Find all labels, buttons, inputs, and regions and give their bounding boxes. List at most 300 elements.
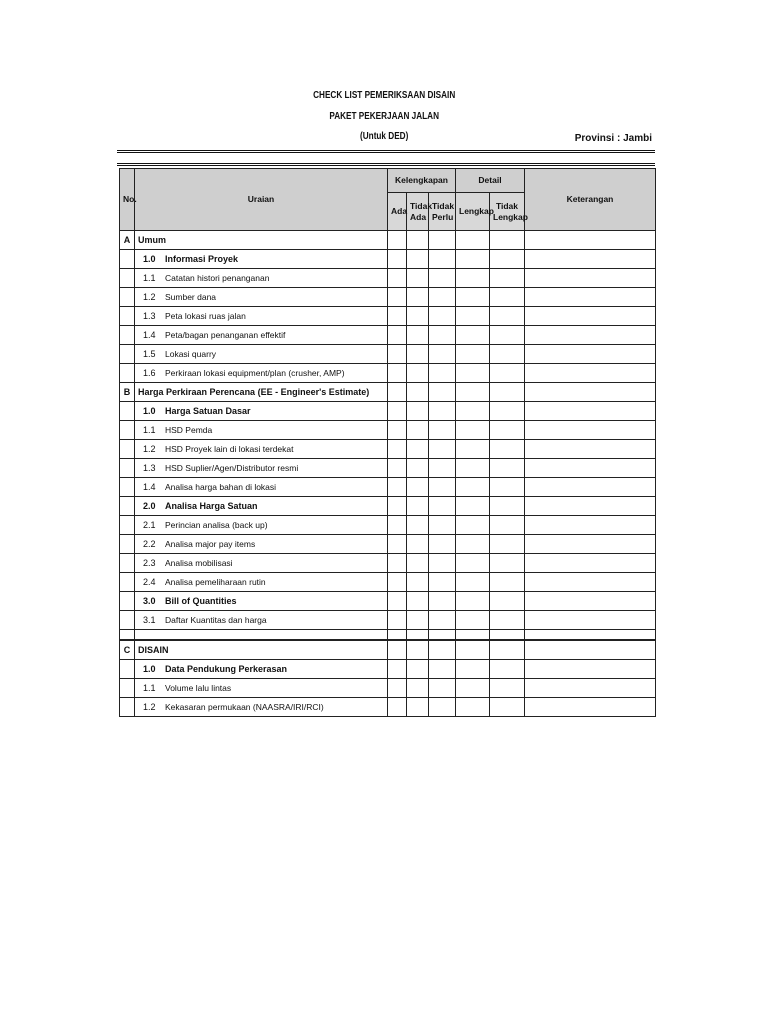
check-tidak-lengkap[interactable] bbox=[490, 364, 525, 383]
row-text: Perincian analisa (back up) bbox=[165, 520, 268, 530]
row-text: Informasi Proyek bbox=[165, 254, 239, 264]
check-tidak-perlu[interactable] bbox=[429, 592, 456, 611]
check-ada[interactable] bbox=[388, 364, 407, 383]
check-tidak-perlu[interactable] bbox=[429, 573, 456, 592]
check-tidak-perlu[interactable] bbox=[429, 364, 456, 383]
check-tidak-ada[interactable] bbox=[407, 478, 429, 497]
check-tidak-perlu[interactable] bbox=[429, 698, 456, 717]
check-ada[interactable] bbox=[388, 679, 407, 698]
table-row bbox=[120, 383, 656, 402]
row-description bbox=[135, 679, 388, 698]
row-section-letter bbox=[120, 364, 135, 383]
row-description bbox=[135, 698, 388, 717]
row-text: Analisa harga bahan di lokasi bbox=[165, 482, 277, 492]
row-description bbox=[135, 307, 388, 326]
row-description bbox=[135, 421, 388, 440]
check-tidak-perlu[interactable] bbox=[429, 440, 456, 459]
row-description bbox=[135, 478, 388, 497]
check-tidak-lengkap[interactable] bbox=[490, 592, 525, 611]
row-text: Harga Satuan Dasar bbox=[165, 406, 251, 416]
row-text: Analisa mobilisasi bbox=[165, 558, 233, 568]
check-tidak-lengkap[interactable] bbox=[490, 288, 525, 307]
keterangan-cell[interactable] bbox=[525, 288, 656, 307]
check-tidak-ada[interactable] bbox=[407, 421, 429, 440]
keterangan-cell[interactable] bbox=[525, 440, 656, 459]
check-tidak-perlu[interactable] bbox=[429, 554, 456, 573]
checklist-table bbox=[119, 168, 656, 717]
row-number: 1.0 bbox=[143, 406, 156, 416]
check-tidak-lengkap[interactable] bbox=[490, 660, 525, 679]
check-ada[interactable] bbox=[388, 421, 407, 440]
keterangan-cell[interactable] bbox=[525, 421, 656, 440]
check-lengkap[interactable] bbox=[456, 535, 490, 554]
row-text: Volume lalu lintas bbox=[165, 683, 232, 693]
check-lengkap[interactable] bbox=[456, 288, 490, 307]
check-tidak-perlu[interactable] bbox=[429, 402, 456, 421]
check-tidak-ada[interactable] bbox=[407, 307, 429, 326]
table-row bbox=[120, 573, 656, 592]
row-section-letter bbox=[120, 497, 135, 516]
checklist-body bbox=[120, 231, 656, 717]
row-text: Bill of Quantities bbox=[165, 596, 237, 606]
check-ada[interactable] bbox=[388, 250, 407, 269]
check-ada[interactable] bbox=[388, 307, 407, 326]
check-lengkap[interactable] bbox=[456, 250, 490, 269]
row-text: Kekasaran permukaan (NAASRA/IRI/RCI) bbox=[165, 702, 324, 712]
row-description bbox=[135, 611, 388, 630]
row-section-letter bbox=[120, 440, 135, 459]
row-text: Peta lokasi ruas jalan bbox=[165, 311, 246, 321]
check-ada[interactable] bbox=[388, 640, 407, 660]
check-tidak-lengkap[interactable] bbox=[490, 554, 525, 573]
check-ada[interactable] bbox=[388, 497, 407, 516]
col-detail: Detail bbox=[456, 169, 525, 193]
row-description bbox=[135, 459, 388, 478]
row-description bbox=[135, 288, 388, 307]
table-row bbox=[120, 440, 656, 459]
row-section-letter bbox=[120, 326, 135, 345]
check-tidak-lengkap[interactable] bbox=[490, 478, 525, 497]
check-tidak-lengkap[interactable] bbox=[490, 640, 525, 660]
check-ada[interactable] bbox=[388, 630, 407, 641]
row-text: Sumber dana bbox=[165, 292, 217, 302]
row-text: Analisa major pay items bbox=[165, 539, 256, 549]
row-section-letter bbox=[120, 535, 135, 554]
check-tidak-perlu[interactable] bbox=[429, 611, 456, 630]
col-tidak-perlu-line1: Tidak bbox=[432, 200, 455, 211]
check-ada[interactable] bbox=[388, 383, 407, 402]
check-tidak-lengkap[interactable] bbox=[490, 459, 525, 478]
keterangan-cell[interactable] bbox=[525, 640, 656, 660]
row-section-letter bbox=[120, 573, 135, 592]
keterangan-cell[interactable] bbox=[525, 630, 656, 641]
row-text: Harga Perkiraan Perencana (EE - Engineer's Estimate) bbox=[138, 387, 370, 397]
document-subtitle-ded: (Untuk DED) bbox=[360, 131, 409, 142]
check-lengkap[interactable] bbox=[456, 640, 490, 660]
check-tidak-lengkap[interactable] bbox=[490, 269, 525, 288]
check-tidak-lengkap[interactable] bbox=[490, 345, 525, 364]
row-number: 1.1 bbox=[143, 425, 156, 435]
keterangan-cell[interactable] bbox=[525, 660, 656, 679]
keterangan-cell[interactable] bbox=[525, 383, 656, 402]
keterangan-cell[interactable] bbox=[525, 516, 656, 535]
row-section-letter bbox=[120, 269, 135, 288]
row-text: DISAIN bbox=[138, 645, 169, 655]
col-no: No. bbox=[120, 169, 135, 231]
row-description bbox=[135, 630, 388, 641]
check-lengkap[interactable] bbox=[456, 554, 490, 573]
check-ada[interactable] bbox=[388, 573, 407, 592]
row-description bbox=[135, 516, 388, 535]
check-tidak-lengkap[interactable] bbox=[490, 497, 525, 516]
row-description bbox=[135, 383, 388, 402]
check-ada[interactable] bbox=[388, 698, 407, 717]
check-tidak-ada[interactable] bbox=[407, 535, 429, 554]
check-tidak-ada[interactable] bbox=[407, 345, 429, 364]
table-row bbox=[120, 660, 656, 679]
check-ada[interactable] bbox=[388, 592, 407, 611]
check-lengkap[interactable] bbox=[456, 630, 490, 641]
keterangan-cell[interactable] bbox=[525, 326, 656, 345]
check-tidak-perlu[interactable] bbox=[429, 250, 456, 269]
check-tidak-lengkap[interactable] bbox=[490, 383, 525, 402]
table-row bbox=[120, 288, 656, 307]
row-text: Peta/bagan penanganan effektif bbox=[165, 330, 286, 340]
table-row bbox=[120, 630, 656, 641]
check-tidak-perlu[interactable] bbox=[429, 269, 456, 288]
row-text: Lokasi quarry bbox=[165, 349, 217, 359]
row-section-letter bbox=[120, 679, 135, 698]
check-tidak-ada[interactable] bbox=[407, 326, 429, 345]
row-description bbox=[135, 402, 388, 421]
row-description bbox=[135, 573, 388, 592]
check-lengkap[interactable] bbox=[456, 326, 490, 345]
col-tidak-ada bbox=[407, 193, 433, 231]
col-tidak-lengkap bbox=[490, 193, 528, 231]
table-row bbox=[120, 592, 656, 611]
row-description bbox=[135, 535, 388, 554]
check-tidak-perlu[interactable] bbox=[429, 478, 456, 497]
row-number: 1.0 bbox=[143, 254, 156, 264]
row-number: 1.2 bbox=[143, 444, 156, 454]
keterangan-cell[interactable] bbox=[525, 554, 656, 573]
check-ada[interactable] bbox=[388, 660, 407, 679]
row-number: 3.0 bbox=[143, 596, 156, 606]
table-row bbox=[120, 459, 656, 478]
table-row bbox=[120, 554, 656, 573]
col-uraian: Uraian bbox=[135, 169, 388, 231]
col-tidak-lengkap-line2: Lengkap bbox=[493, 211, 528, 222]
row-section-letter bbox=[120, 660, 135, 679]
check-tidak-perlu[interactable] bbox=[429, 679, 456, 698]
row-number: 1.4 bbox=[143, 482, 156, 492]
check-tidak-ada[interactable] bbox=[407, 630, 429, 641]
check-ada[interactable] bbox=[388, 611, 407, 630]
col-tidak-lengkap-line1: Tidak bbox=[495, 200, 519, 211]
check-tidak-perlu[interactable] bbox=[429, 459, 456, 478]
check-ada[interactable] bbox=[388, 269, 407, 288]
table-row bbox=[120, 698, 656, 717]
row-section-letter bbox=[120, 592, 135, 611]
row-number: 1.3 bbox=[143, 463, 156, 473]
row-section-letter bbox=[120, 402, 135, 421]
check-lengkap[interactable] bbox=[456, 698, 490, 717]
table-row bbox=[120, 307, 656, 326]
keterangan-cell[interactable] bbox=[525, 364, 656, 383]
row-section-letter bbox=[120, 611, 135, 630]
check-tidak-perlu[interactable] bbox=[429, 288, 456, 307]
table-row bbox=[120, 478, 656, 497]
check-tidak-perlu[interactable] bbox=[429, 421, 456, 440]
row-text: Catatan histori penanganan bbox=[165, 273, 270, 283]
document-title: CHECK LIST PEMERIKSAAN DISAIN bbox=[313, 90, 456, 101]
check-tidak-lengkap[interactable] bbox=[490, 440, 525, 459]
row-text: HSD Proyek lain di lokasi terdekat bbox=[165, 444, 294, 454]
table-row bbox=[120, 535, 656, 554]
row-description bbox=[135, 250, 388, 269]
keterangan-cell[interactable] bbox=[525, 478, 656, 497]
table-row bbox=[120, 611, 656, 630]
table-row bbox=[120, 269, 656, 288]
row-section-letter: A bbox=[120, 231, 135, 250]
row-number: 1.1 bbox=[143, 273, 156, 283]
check-tidak-lengkap[interactable] bbox=[490, 231, 525, 250]
check-tidak-perlu[interactable] bbox=[429, 326, 456, 345]
row-number: 2.3 bbox=[143, 558, 156, 568]
keterangan-cell[interactable] bbox=[525, 231, 656, 250]
check-ada[interactable] bbox=[388, 554, 407, 573]
check-ada[interactable] bbox=[388, 440, 407, 459]
keterangan-cell[interactable] bbox=[525, 459, 656, 478]
row-section-letter bbox=[120, 307, 135, 326]
check-tidak-lengkap[interactable] bbox=[490, 402, 525, 421]
check-tidak-ada[interactable] bbox=[407, 364, 429, 383]
check-lengkap[interactable] bbox=[456, 307, 490, 326]
check-tidak-lengkap[interactable] bbox=[490, 326, 525, 345]
check-lengkap[interactable] bbox=[456, 660, 490, 679]
row-description bbox=[135, 592, 388, 611]
check-tidak-ada[interactable] bbox=[407, 611, 429, 630]
check-tidak-ada[interactable] bbox=[407, 516, 429, 535]
table-row bbox=[120, 516, 656, 535]
col-lengkap: Lengkap bbox=[456, 193, 490, 231]
check-tidak-perlu[interactable] bbox=[429, 307, 456, 326]
row-number: 2.4 bbox=[143, 577, 156, 587]
row-number: 2.2 bbox=[143, 539, 156, 549]
row-description bbox=[135, 440, 388, 459]
check-tidak-perlu[interactable] bbox=[429, 231, 456, 250]
row-text: HSD Suplier/Agen/Distributor resmi bbox=[165, 463, 299, 473]
check-tidak-lengkap[interactable] bbox=[490, 611, 525, 630]
check-lengkap[interactable] bbox=[456, 459, 490, 478]
check-tidak-lengkap[interactable] bbox=[490, 421, 525, 440]
row-description bbox=[135, 660, 388, 679]
row-section-letter bbox=[120, 478, 135, 497]
document-subtitle: PAKET PEKERJAAN JALAN bbox=[329, 111, 440, 122]
row-section-letter bbox=[120, 345, 135, 364]
row-text: Daftar Kuantitas dan harga bbox=[165, 615, 267, 625]
row-section-letter bbox=[120, 554, 135, 573]
row-section-letter bbox=[120, 516, 135, 535]
row-number: 3.1 bbox=[143, 615, 156, 625]
table-row bbox=[120, 345, 656, 364]
row-description bbox=[135, 231, 388, 250]
check-lengkap[interactable] bbox=[456, 592, 490, 611]
col-tidak-ada-line1: Tidak bbox=[410, 200, 433, 211]
check-lengkap[interactable] bbox=[456, 573, 490, 592]
col-ada: Ada bbox=[388, 193, 407, 231]
row-section-letter bbox=[120, 250, 135, 269]
table-row bbox=[120, 497, 656, 516]
check-ada[interactable] bbox=[388, 345, 407, 364]
check-tidak-perlu[interactable] bbox=[429, 630, 456, 641]
col-tidak-perlu bbox=[429, 193, 456, 231]
check-ada[interactable] bbox=[388, 402, 407, 421]
check-tidak-perlu[interactable] bbox=[429, 535, 456, 554]
keterangan-cell[interactable] bbox=[525, 679, 656, 698]
row-number: 1.5 bbox=[143, 349, 156, 359]
check-tidak-ada[interactable] bbox=[407, 440, 429, 459]
row-text: Perkiraan lokasi equipment/plan (crusher, AMP) bbox=[165, 368, 345, 378]
double-rule-top bbox=[117, 150, 655, 153]
keterangan-cell[interactable] bbox=[525, 573, 656, 592]
row-number: 1.2 bbox=[143, 292, 156, 302]
keterangan-cell[interactable] bbox=[525, 345, 656, 364]
check-tidak-ada[interactable] bbox=[407, 698, 429, 717]
check-lengkap[interactable] bbox=[456, 345, 490, 364]
double-rule-under bbox=[117, 163, 655, 166]
check-ada[interactable] bbox=[388, 326, 407, 345]
check-lengkap[interactable] bbox=[456, 421, 490, 440]
check-tidak-perlu[interactable] bbox=[429, 383, 456, 402]
table-row bbox=[120, 679, 656, 698]
table-row bbox=[120, 250, 656, 269]
col-tidak-ada-line2: Ada bbox=[410, 211, 427, 222]
check-ada[interactable] bbox=[388, 231, 407, 250]
check-tidak-lengkap[interactable] bbox=[490, 698, 525, 717]
row-description bbox=[135, 326, 388, 345]
check-lengkap[interactable] bbox=[456, 516, 490, 535]
check-tidak-ada[interactable] bbox=[407, 573, 429, 592]
province-label: Provinsi : Jambi bbox=[574, 133, 652, 144]
col-kelengkapan: Kelengkapan bbox=[388, 169, 456, 193]
check-tidak-lengkap[interactable] bbox=[490, 307, 525, 326]
col-keterangan: Keterangan bbox=[525, 169, 656, 231]
check-tidak-ada[interactable] bbox=[407, 660, 429, 679]
row-description bbox=[135, 497, 388, 516]
row-description bbox=[135, 269, 388, 288]
row-description bbox=[135, 640, 388, 660]
check-tidak-perlu[interactable] bbox=[429, 516, 456, 535]
check-tidak-lengkap[interactable] bbox=[490, 630, 525, 641]
check-lengkap[interactable] bbox=[456, 679, 490, 698]
table-row bbox=[120, 231, 656, 250]
check-lengkap[interactable] bbox=[456, 478, 490, 497]
keterangan-cell[interactable] bbox=[525, 698, 656, 717]
row-number: 1.2 bbox=[143, 702, 156, 712]
keterangan-cell[interactable] bbox=[525, 592, 656, 611]
check-ada[interactable] bbox=[388, 535, 407, 554]
keterangan-cell[interactable] bbox=[525, 611, 656, 630]
check-tidak-perlu[interactable] bbox=[429, 660, 456, 679]
check-tidak-lengkap[interactable] bbox=[490, 516, 525, 535]
table-row bbox=[120, 364, 656, 383]
check-lengkap[interactable] bbox=[456, 497, 490, 516]
table-row bbox=[120, 402, 656, 421]
row-section-letter bbox=[120, 459, 135, 478]
row-description bbox=[135, 554, 388, 573]
table-row bbox=[120, 326, 656, 345]
row-number: 1.3 bbox=[143, 311, 156, 321]
check-lengkap[interactable] bbox=[456, 269, 490, 288]
check-lengkap[interactable] bbox=[456, 383, 490, 402]
row-section-letter bbox=[120, 698, 135, 717]
check-tidak-lengkap[interactable] bbox=[490, 573, 525, 592]
check-tidak-ada[interactable] bbox=[407, 250, 429, 269]
keterangan-cell[interactable] bbox=[525, 535, 656, 554]
check-tidak-ada[interactable] bbox=[407, 554, 429, 573]
check-tidak-ada[interactable] bbox=[407, 383, 429, 402]
row-number: 1.4 bbox=[143, 330, 156, 340]
check-tidak-lengkap[interactable] bbox=[490, 250, 525, 269]
check-ada[interactable] bbox=[388, 459, 407, 478]
check-ada[interactable] bbox=[388, 516, 407, 535]
row-text: HSD Pemda bbox=[165, 425, 213, 435]
check-lengkap[interactable] bbox=[456, 402, 490, 421]
check-tidak-ada[interactable] bbox=[407, 402, 429, 421]
check-tidak-perlu[interactable] bbox=[429, 640, 456, 660]
row-number: 2.1 bbox=[143, 520, 156, 530]
row-number: 1.1 bbox=[143, 683, 156, 693]
row-text: Umum bbox=[138, 235, 167, 245]
check-tidak-ada[interactable] bbox=[407, 269, 429, 288]
check-tidak-lengkap[interactable] bbox=[490, 535, 525, 554]
row-section-letter: B bbox=[120, 383, 135, 402]
check-tidak-ada[interactable] bbox=[407, 679, 429, 698]
keterangan-cell[interactable] bbox=[525, 402, 656, 421]
col-tidak-perlu-line2: Perlu bbox=[432, 211, 454, 222]
keterangan-cell[interactable] bbox=[525, 269, 656, 288]
keterangan-cell[interactable] bbox=[525, 497, 656, 516]
row-description bbox=[135, 364, 388, 383]
check-lengkap[interactable] bbox=[456, 440, 490, 459]
check-tidak-perlu[interactable] bbox=[429, 497, 456, 516]
check-tidak-ada[interactable] bbox=[407, 592, 429, 611]
keterangan-cell[interactable] bbox=[525, 307, 656, 326]
check-tidak-ada[interactable] bbox=[407, 497, 429, 516]
check-tidak-lengkap[interactable] bbox=[490, 679, 525, 698]
check-lengkap[interactable] bbox=[456, 611, 490, 630]
check-tidak-perlu[interactable] bbox=[429, 345, 456, 364]
row-number: 1.6 bbox=[143, 368, 156, 378]
row-section-letter bbox=[120, 421, 135, 440]
row-number: 1.0 bbox=[143, 664, 156, 674]
check-tidak-ada[interactable] bbox=[407, 459, 429, 478]
row-section-letter bbox=[120, 288, 135, 307]
row-text: Data Pendukung Perkerasan bbox=[165, 664, 288, 674]
check-ada[interactable] bbox=[388, 478, 407, 497]
row-section-letter: C bbox=[120, 640, 135, 660]
check-tidak-ada[interactable] bbox=[407, 231, 429, 250]
table-row bbox=[120, 640, 656, 660]
keterangan-cell[interactable] bbox=[525, 250, 656, 269]
check-tidak-ada[interactable] bbox=[407, 288, 429, 307]
row-description bbox=[135, 345, 388, 364]
check-lengkap[interactable] bbox=[456, 231, 490, 250]
check-lengkap[interactable] bbox=[456, 364, 490, 383]
check-tidak-ada[interactable] bbox=[407, 640, 429, 660]
check-ada[interactable] bbox=[388, 288, 407, 307]
